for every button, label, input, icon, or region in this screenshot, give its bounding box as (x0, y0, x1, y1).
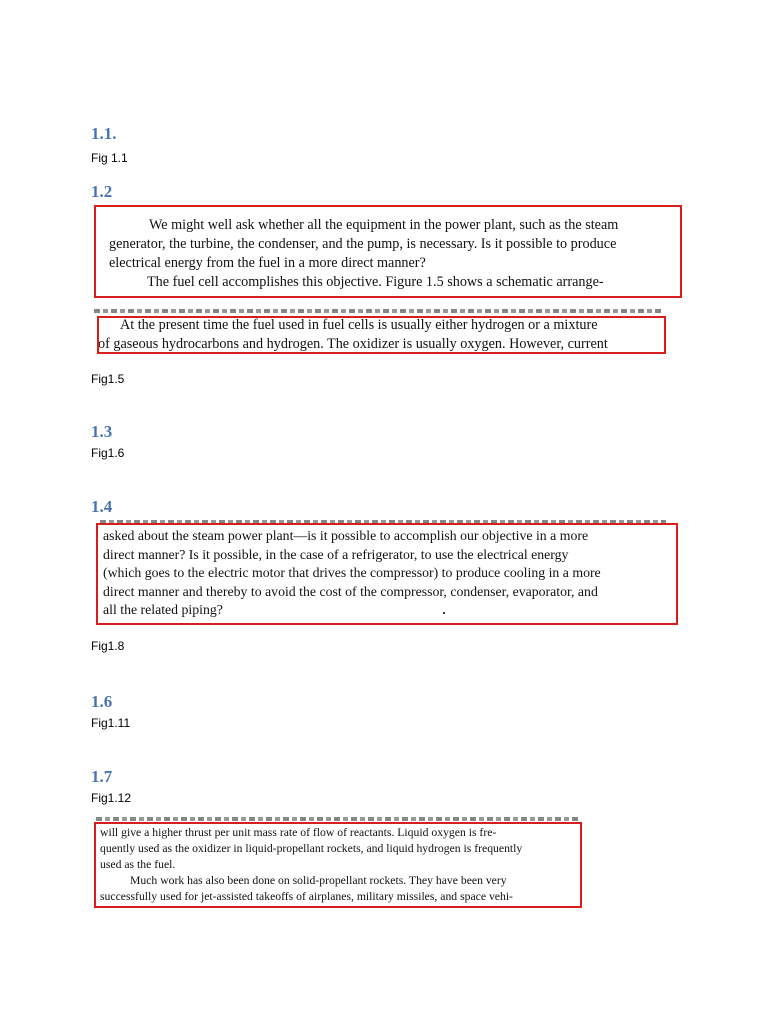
excerpt-line: At the present time the fuel used in fuel cells is usually either hydrogen or a mixture (120, 317, 598, 333)
excerpt-line: all the related piping? (103, 602, 223, 618)
scan-cut-edge (100, 520, 666, 524)
scan-speck (443, 612, 445, 614)
excerpt-line: direct manner and thereby to avoid the cost of the compressor, condenser, evaporator, and (103, 583, 598, 599)
excerpt-line: used as the fuel. (100, 858, 176, 871)
scan-cut-edge (96, 817, 578, 821)
scanned-excerpt-fuel-type (98, 316, 670, 356)
excerpt-line: successfully used for jet-assisted takeoffs of airplanes, military missiles, and space vehi- (100, 890, 513, 903)
scan-cut-edge (94, 309, 664, 313)
scanned-excerpt-refrigerator (103, 527, 671, 623)
section-heading-1-2: 1.2 (91, 182, 113, 201)
excerpt-line: asked about the steam power plant—is it possible to accomplish our objective in a more (103, 528, 589, 543)
section-heading-1-3: 1.3 (91, 422, 113, 441)
excerpt-line: of gaseous hydrocarbons and hydrogen. The oxidizer is usually oxygen. However, current (98, 336, 608, 352)
scanned-excerpt-rockets (100, 825, 576, 909)
excerpt-line: Much work has also been done on solid-propellant rockets. They have been very (130, 874, 507, 887)
excerpt-line: will give a higher thrust per unit mass rate of flow of reactants. Liquid oxygen is fre- (100, 826, 497, 839)
figure-label-1-5: Fig1.5 (91, 372, 125, 386)
excerpt-line: We might well ask whether all the equipment in the power plant, such as the steam (149, 217, 619, 233)
excerpt-line: quently used as the oxidizer in liquid-propellant rockets, and liquid hydrogen is frequently (100, 842, 523, 855)
figure-label-1-8: Fig1.8 (91, 639, 125, 653)
excerpt-line: (which goes to the electric motor that drives the compressor) to produce cooling in a more (103, 565, 601, 581)
excerpt-line: direct manner? Is it possible, in the case of a refrigerator, to use the electrical energy (103, 546, 569, 562)
section-heading-1-1: 1.1. (91, 124, 117, 143)
figure-label-1-1: Fig 1.1 (91, 151, 128, 165)
scanned-excerpt-fuel-cell (103, 216, 675, 296)
section-heading-1-7: 1.7 (91, 767, 113, 786)
excerpt-line: generator, the turbine, the condenser, and the pump, is necessary. Is it possible to produce (109, 236, 617, 252)
section-heading-1-4: 1.4 (91, 497, 113, 516)
excerpt-line: electrical energy from the fuel in a more direct manner? (109, 255, 426, 271)
excerpt-line: The fuel cell accomplishes this objective. Figure 1.5 shows a schematic arrange- (147, 274, 604, 290)
figure-label-1-6: Fig1.6 (91, 446, 125, 460)
figure-label-1-12: Fig1.12 (91, 791, 132, 805)
section-heading-1-6: 1.6 (91, 692, 113, 711)
figure-label-1-11: Fig1.11 (91, 716, 131, 730)
